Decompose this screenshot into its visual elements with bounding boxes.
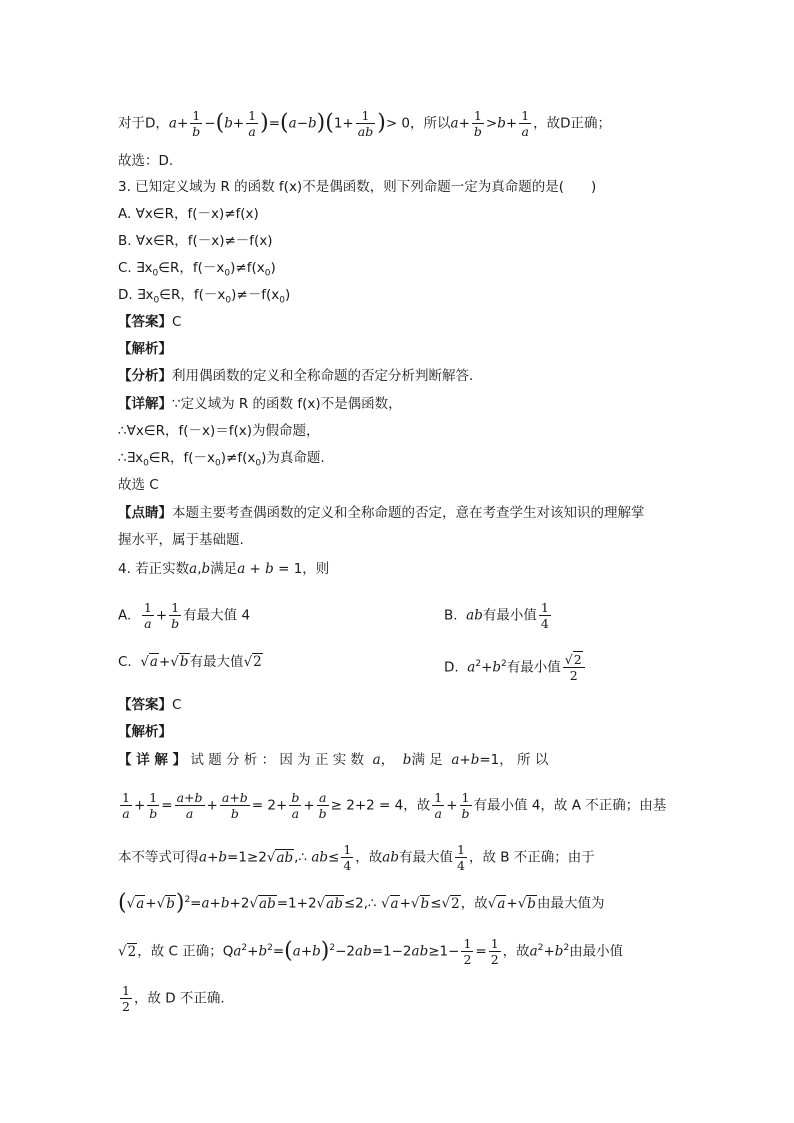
q3-fenxi: 【分析】利用偶函数的定义和全称命题的否定分析判断解答. [118, 368, 474, 384]
text: ，故D正确； [533, 115, 612, 132]
q3-dianjing-2: 握水平，属于基础题. [118, 532, 244, 548]
q3-stem: 3. 已知定义域为 R 的函数 f(x)不是偶函数，则下列命题一定为真命题的是( ) [118, 179, 597, 195]
q4-xiangjie-5: √2，故 C 正确；$Qa^2+b^2=(a+b)^2-2ab=1-2ab\ge 1-$ $\frac{1}{2}$ = $\frac{1}{2}$ ，故$a^2+b^2$由最小值 [118, 936, 624, 967]
q4-answer: 【答案】C [118, 697, 182, 713]
q4-xiangjie-4: $(√a+√b)^2=a+b+2√ab=1+2√ab\le 2,\therefore$ √a+√b≤√2，故√a+√b由最大值为 [118, 890, 605, 916]
q4-analysis-tag: 【解析】 [118, 724, 172, 740]
q4-option-a: A. $\frac{1}{a}$ + $\frac{1}{b}$ 有最大值 4 [118, 600, 251, 631]
text: 对于D， [118, 115, 169, 132]
q3-answer: 【答案】C [118, 314, 182, 330]
q3-analysis-tag: 【解析】 [118, 341, 172, 357]
q3-option-d: D. $\exists x_0\in R$，$f(-x_0)\ne-f(x_0)$ [118, 287, 291, 306]
q3-option-a: A. ∀x∈R，f(－x)≠f(x) [118, 206, 259, 222]
option-d-reasoning: 对于D，a+ $\frac{1}{b}$ −(b+ $\frac{1}{a}$ )=(a−b)(1+ $\frac{1}{ab}$ )> 0，所以a+ $\frac{1}{b}$ >b+ $\frac{1}{a}$ ，故D正确； [118, 108, 612, 139]
q3-line1: ∴∀x∈R，f(－x)＝f(x)为假命题， [118, 423, 320, 439]
q3-xiangjie: 【详解】∵定义域为 R 的函数 f(x)不是偶函数， [118, 396, 402, 412]
q3-dianjing: 【点睛】本题主要考查偶函数的定义和全称命题的否定，意在考查学生对该知识的理解掌 [118, 505, 645, 521]
q3-line2: $\therefore\exists x_0\in R$，$f(-x_0)\ne f(x_0)$为真命题. [118, 450, 325, 469]
q4-option-c: C. √a+√b有最大值√2 [118, 654, 262, 670]
q4-option-b: B. ab有最小值 $\frac{1}{4}$ [444, 600, 549, 631]
answer-line: 故选：D. [118, 153, 174, 169]
q3-choice: 故选 C [118, 477, 159, 493]
q4-stem: 4. 若正实数a,b满足a + b = 1，则 [118, 561, 330, 577]
q4-xiangjie-1: 【 详 解 】 试 题 分 析 ： 因 为 正 实 数 a， b满 足 a+b=1， 所 以 [118, 752, 549, 768]
q3-option-b: B. ∀x∈R，f(－x)≠－f(x) [118, 233, 273, 249]
q3-option-c: C. $\exists x_0\in R$，$f(-x_0)\ne f(x_0)$ [118, 260, 276, 279]
q4-xiangjie-6: $\frac{1}{2}$ ，故 D 不正确. [122, 983, 225, 1014]
q4-xiangjie-3: 本不等式可得a+b=1≥2√ab,∴ ab≤ $\frac{1}{4}$ ，故ab有最大值 $\frac{1}{4}$ ，故 B 不正确；由于 [118, 842, 595, 873]
q4-xiangjie-2: $\frac{1}{a}$ + $\frac{1}{b}$ = $\frac{a+b}{a}$ + $\frac{a+b}{b}$ = 2+ $\frac{b}{a}$ + $\frac{a}{b}$ ≥ 2+2 = 4，故 $\frac{1}{a}$ + $\frac{1}{b}$ 有最小值 4，故 A 不正确；由基 [122, 790, 667, 821]
q4-option-d: D. $a^2+b^2$有最小值 $\frac{√2}{2}$ [444, 652, 587, 683]
text: ，所以 [410, 115, 451, 132]
